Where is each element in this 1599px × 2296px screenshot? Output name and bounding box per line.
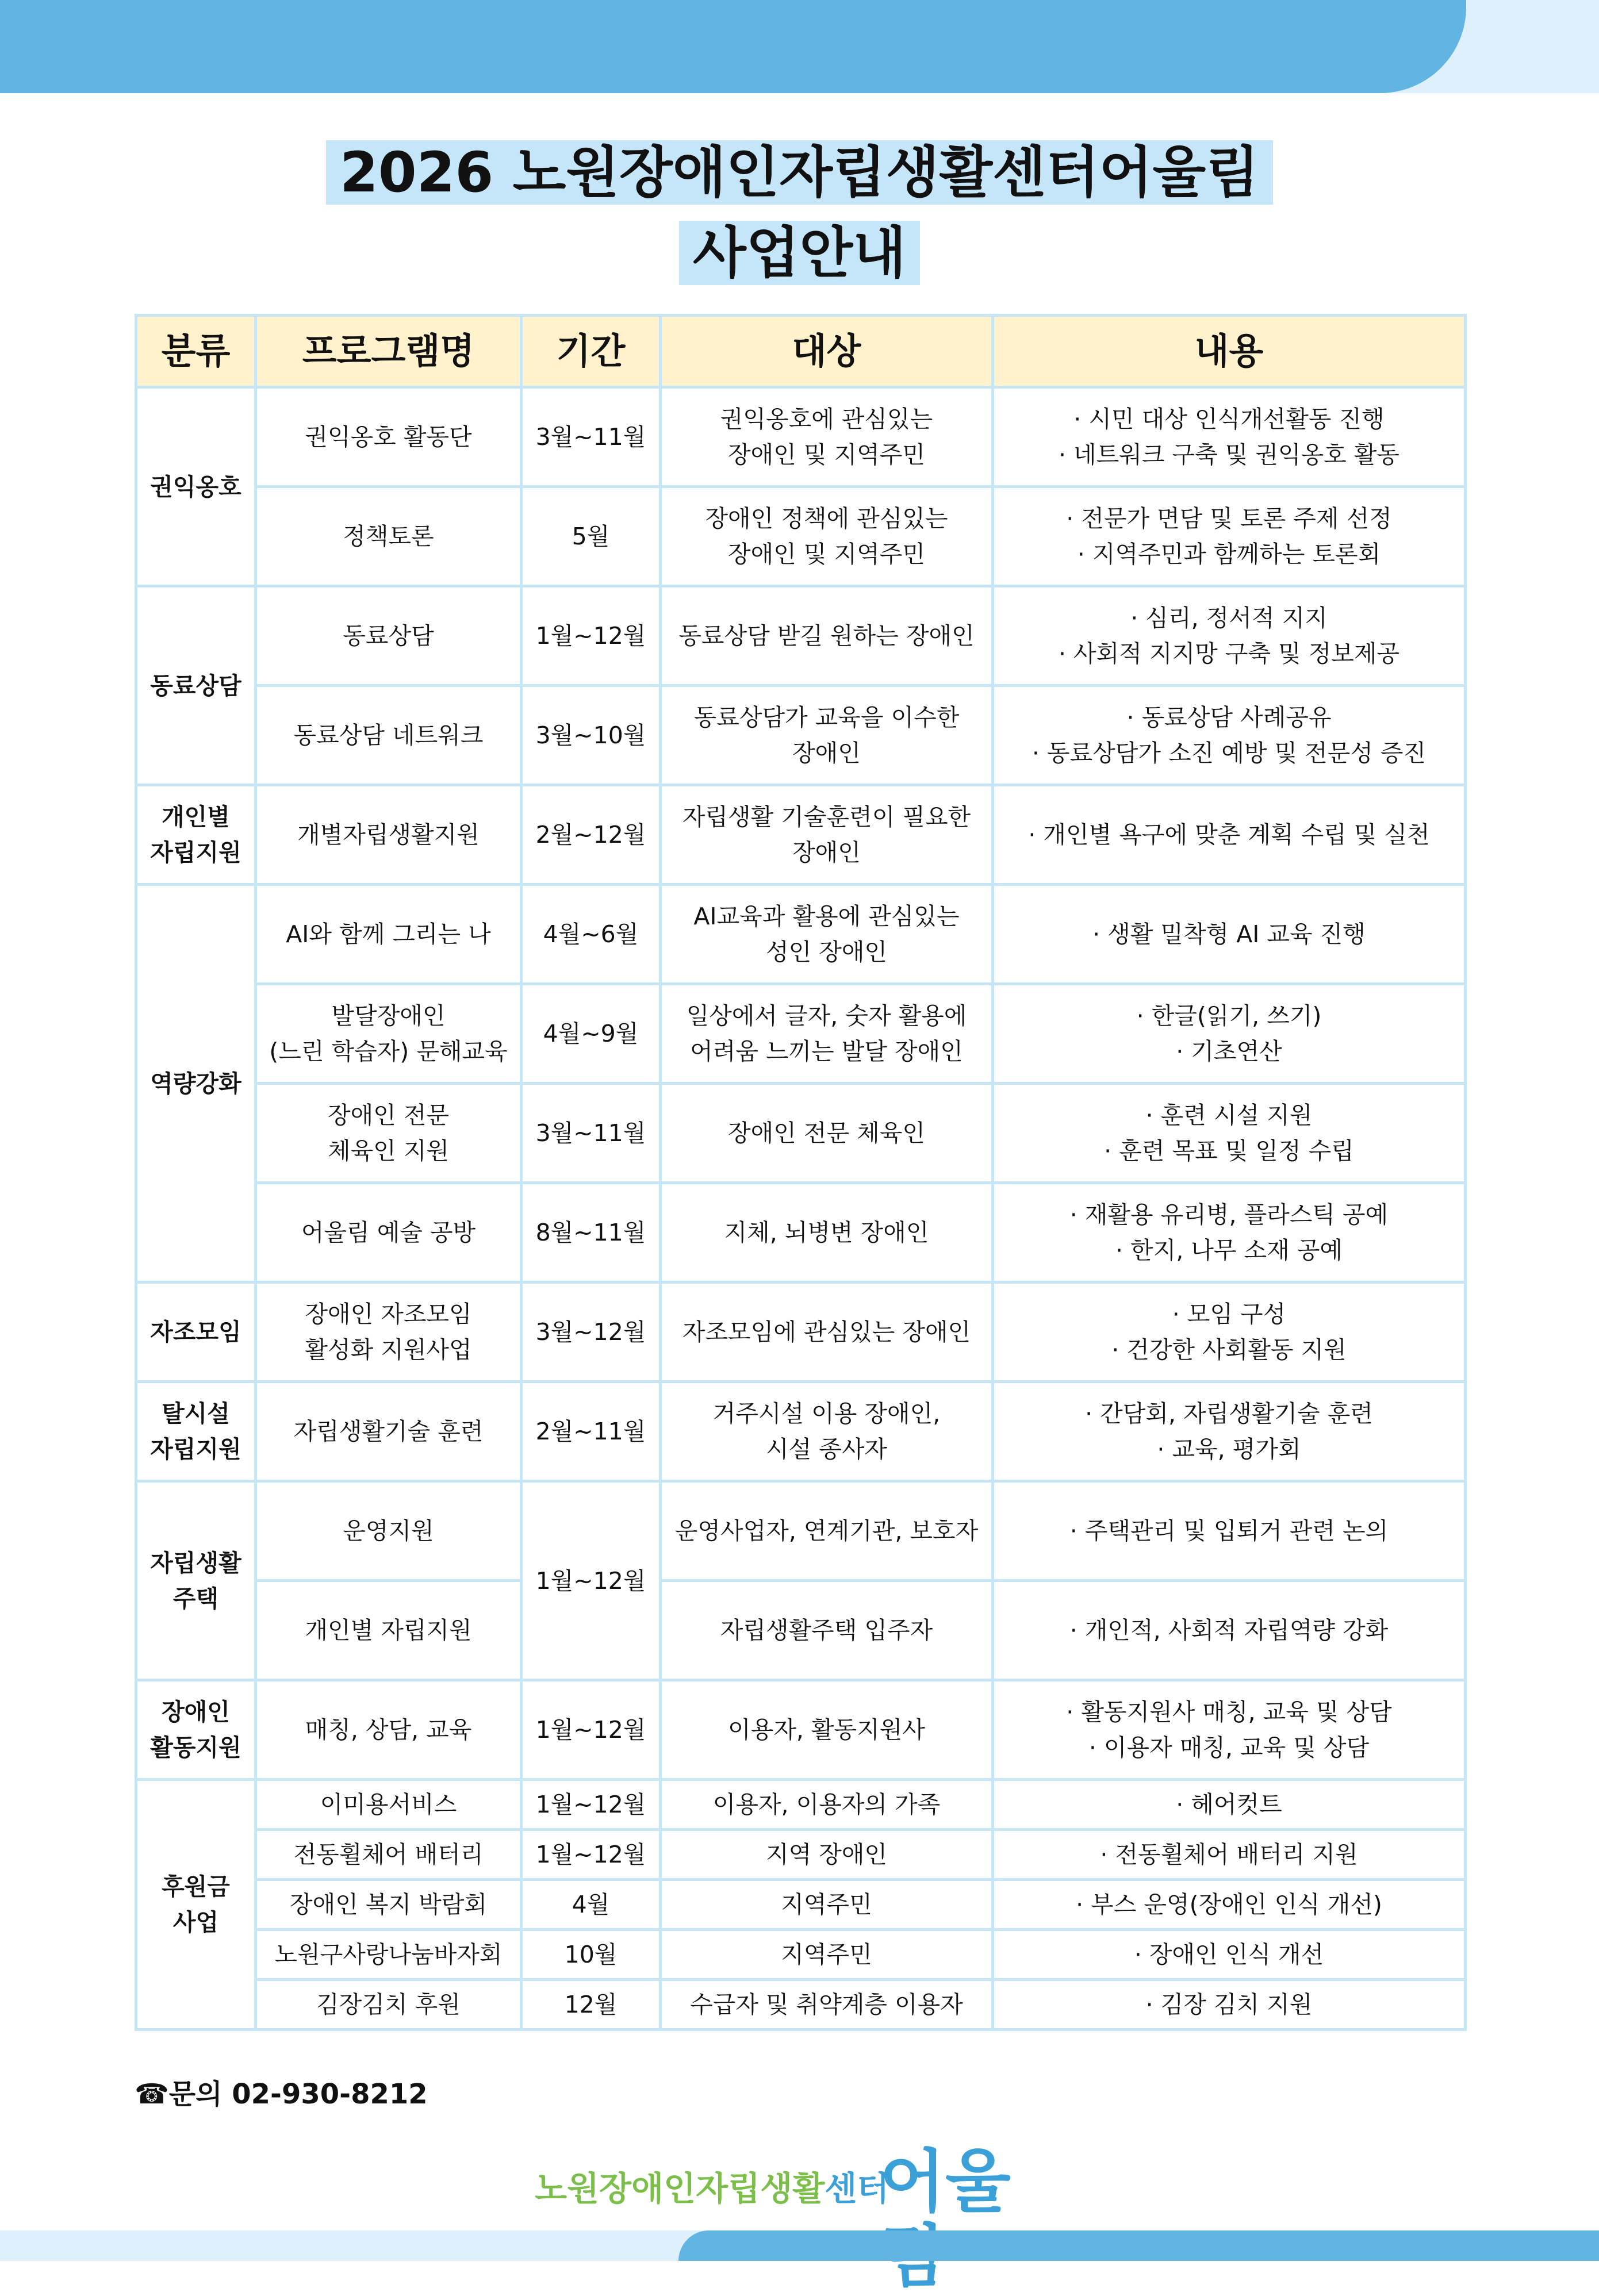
target-line: AI교육과 활용에 관심있는 bbox=[693, 903, 960, 930]
content-line: · 모임 구성 bbox=[1172, 1300, 1286, 1328]
table-row bbox=[136, 1084, 1466, 1183]
content-line: · 심리, 정서적 지지 bbox=[1130, 604, 1328, 632]
table-row bbox=[136, 1830, 1466, 1880]
target-cell bbox=[661, 1481, 993, 1581]
target-line: 운영사업자, 연계기관, 보호자 bbox=[674, 1517, 979, 1545]
program-cell bbox=[256, 686, 522, 785]
category-cell bbox=[136, 586, 256, 785]
period-cell: 1월~12월 bbox=[522, 1780, 661, 1830]
category-label: 자립지원 bbox=[150, 1435, 241, 1463]
target-line: 자조모임에 관심있는 장애인 bbox=[682, 1318, 971, 1346]
bottom-banner-shape bbox=[678, 2230, 1599, 2261]
target-cell bbox=[661, 487, 993, 586]
content-cell bbox=[993, 984, 1466, 1084]
table-row bbox=[136, 984, 1466, 1084]
category-cell bbox=[136, 1780, 256, 2030]
content-line: · 네트워크 구축 및 권익옹호 활동 bbox=[1058, 441, 1400, 469]
category-label: 개인별 bbox=[162, 803, 230, 831]
category-label: 사업 bbox=[172, 1909, 219, 1936]
content-line: · 훈련 시설 지원 bbox=[1145, 1101, 1313, 1129]
table-row bbox=[136, 1880, 1466, 1930]
target-line: 지역 장애인 bbox=[765, 1841, 888, 1868]
program-cell bbox=[256, 1283, 522, 1382]
target-line: 지체, 뇌병변 장애인 bbox=[724, 1219, 929, 1246]
program-name: 운영지원 bbox=[343, 1517, 434, 1545]
program-cell bbox=[256, 1382, 522, 1481]
target-line: 자립생활주택 입주자 bbox=[720, 1617, 933, 1644]
period-cell: 1월~12월 bbox=[522, 1481, 661, 1680]
category-cell bbox=[136, 387, 256, 586]
program-name: 장애인 복지 박람회 bbox=[290, 1891, 487, 1918]
content-line: · 훈련 목표 및 일정 수립 bbox=[1104, 1137, 1354, 1165]
content-line: · 전문가 면담 및 토론 주제 선정 bbox=[1066, 505, 1392, 532]
target-line: 장애인 및 지역주민 bbox=[728, 540, 925, 568]
top-banner-shape bbox=[0, 0, 1466, 93]
table-row bbox=[136, 1481, 1466, 1581]
content-line: · 개인적, 사회적 자립역량 강화 bbox=[1069, 1617, 1389, 1644]
program-name: 전동휠체어 배터리 bbox=[293, 1841, 484, 1868]
table-row bbox=[136, 387, 1466, 487]
content-line: · 사회적 지지망 구축 및 정보제공 bbox=[1058, 640, 1400, 667]
period-cell: 3월~11월 bbox=[522, 387, 661, 487]
program-name: 개별자립생활지원 bbox=[297, 821, 480, 848]
content-line: · 장애인 인식 개선 bbox=[1134, 1941, 1324, 1968]
logo-text bbox=[535, 2161, 889, 2210]
target-line: 어려움 느끼는 발달 장애인 bbox=[690, 1038, 963, 1065]
target-line: 지역주민 bbox=[781, 1941, 872, 1968]
logo-text-green: 노원장애인자립생활 bbox=[535, 2169, 825, 2208]
category-cell bbox=[136, 1283, 256, 1382]
category-label: 후원금 bbox=[162, 1873, 230, 1900]
header-program: 프로그램명 bbox=[256, 316, 522, 387]
program-name: 활성화 지원사업 bbox=[305, 1336, 472, 1364]
header-period: 기간 bbox=[522, 316, 661, 387]
table-row bbox=[136, 1382, 1466, 1481]
content-cell bbox=[993, 487, 1466, 586]
title-line1: 2026 노원장애인자립생활센터어울림 bbox=[326, 140, 1273, 205]
program-name: 장애인 전문 bbox=[327, 1101, 450, 1129]
contact-phone: ☎문의 02-930-8212 bbox=[135, 2078, 428, 2110]
program-name: 정책토론 bbox=[343, 523, 434, 550]
period-cell: 4월 bbox=[522, 1880, 661, 1930]
table-row bbox=[136, 885, 1466, 984]
content-line: · 재활용 유리병, 플라스틱 공예 bbox=[1069, 1201, 1389, 1228]
target-line: 권익옹호에 관심있는 bbox=[720, 405, 933, 433]
target-cell bbox=[661, 1581, 993, 1680]
program-cell bbox=[256, 586, 522, 686]
table-row bbox=[136, 1930, 1466, 1980]
content-cell bbox=[993, 1830, 1466, 1880]
program-cell bbox=[256, 487, 522, 586]
target-cell bbox=[661, 1830, 993, 1880]
period-cell: 5월 bbox=[522, 487, 661, 586]
target-cell bbox=[661, 1780, 993, 1830]
target-line: 장애인 및 지역주민 bbox=[728, 441, 925, 469]
category-label: 동료상담 bbox=[150, 671, 241, 700]
period-cell: 3월~11월 bbox=[522, 1084, 661, 1183]
program-name: 권익옹호 활동단 bbox=[305, 423, 472, 451]
target-line: 이용자, 이용자의 가족 bbox=[712, 1791, 941, 1818]
target-cell bbox=[661, 1382, 993, 1481]
program-name: AI와 함께 그리는 나 bbox=[286, 920, 491, 948]
content-cell bbox=[993, 1481, 1466, 1581]
content-line: · 부스 운영(장애인 인식 개선) bbox=[1076, 1891, 1382, 1918]
target-cell bbox=[661, 984, 993, 1084]
header-category: 분류 bbox=[136, 316, 256, 387]
table-row bbox=[136, 1980, 1466, 2030]
target-cell bbox=[661, 1980, 993, 2030]
content-line: · 한글(읽기, 쓰기) bbox=[1136, 1002, 1322, 1030]
period-cell: 4월~6월 bbox=[522, 885, 661, 984]
content-line: · 동료상담가 소진 예방 및 전문성 증진 bbox=[1032, 739, 1427, 767]
header-row bbox=[136, 316, 1466, 387]
header-target: 대상 bbox=[661, 316, 993, 387]
target-line: 장애인 정책에 관심있는 bbox=[705, 505, 948, 532]
program-cell bbox=[256, 1980, 522, 2030]
program-cell bbox=[256, 1780, 522, 1830]
center-logo bbox=[535, 2144, 1075, 2219]
content-cell bbox=[993, 1780, 1466, 1830]
program-table bbox=[135, 314, 1467, 2031]
header-content: 내용 bbox=[993, 316, 1466, 387]
program-name: 발달장애인 bbox=[331, 1002, 446, 1030]
program-cell bbox=[256, 984, 522, 1084]
period-cell: 12월 bbox=[522, 1980, 661, 2030]
program-name: (느린 학습자) 문해교육 bbox=[269, 1038, 508, 1065]
content-cell bbox=[993, 1930, 1466, 1980]
program-name: 개인별 자립지원 bbox=[305, 1617, 472, 1644]
period-cell: 8월~11월 bbox=[522, 1183, 661, 1283]
program-name: 장애인 자조모임 bbox=[305, 1300, 472, 1328]
content-line: · 건강한 사회활동 지원 bbox=[1111, 1336, 1347, 1364]
content-cell bbox=[993, 1680, 1466, 1780]
category-label: 권익옹호 bbox=[150, 473, 241, 501]
program-name: 체육인 지원 bbox=[327, 1137, 450, 1165]
category-label: 장애인 bbox=[162, 1698, 230, 1726]
target-line: 거주시설 이용 장애인, bbox=[712, 1400, 941, 1427]
table-row bbox=[136, 586, 1466, 686]
program-cell bbox=[256, 1680, 522, 1780]
content-cell bbox=[993, 387, 1466, 487]
content-cell bbox=[993, 1283, 1466, 1382]
period-cell: 2월~11월 bbox=[522, 1382, 661, 1481]
program-cell bbox=[256, 785, 522, 885]
period-cell: 1월~12월 bbox=[522, 586, 661, 686]
target-line: 지역주민 bbox=[781, 1891, 872, 1918]
target-cell bbox=[661, 885, 993, 984]
period-cell: 3월~12월 bbox=[522, 1283, 661, 1382]
program-cell bbox=[256, 1481, 522, 1581]
content-cell bbox=[993, 586, 1466, 686]
table-row bbox=[136, 1581, 1466, 1680]
content-cell bbox=[993, 1084, 1466, 1183]
period-cell: 4월~9월 bbox=[522, 984, 661, 1084]
period-cell: 3월~10월 bbox=[522, 686, 661, 785]
program-cell bbox=[256, 1930, 522, 1980]
program-name: 김장김치 후원 bbox=[316, 1991, 461, 2018]
target-line: 수급자 및 취약계층 이용자 bbox=[690, 1991, 963, 2018]
table-row bbox=[136, 487, 1466, 586]
content-cell bbox=[993, 1581, 1466, 1680]
category-cell bbox=[136, 885, 256, 1283]
content-line: · 전동휠체어 배터리 지원 bbox=[1100, 1841, 1358, 1868]
content-line: · 생활 밀착형 AI 교육 진행 bbox=[1092, 920, 1366, 948]
period-cell: 10월 bbox=[522, 1930, 661, 1980]
content-cell bbox=[993, 885, 1466, 984]
target-line: 일상에서 글자, 숫자 활용에 bbox=[686, 1002, 967, 1030]
program-name: 노원구사랑나눔바자회 bbox=[274, 1941, 503, 1968]
content-cell bbox=[993, 686, 1466, 785]
content-line: · 교육, 평가회 bbox=[1157, 1435, 1301, 1463]
target-cell bbox=[661, 1084, 993, 1183]
target-cell bbox=[661, 1183, 993, 1283]
category-label: 탈시설 bbox=[162, 1400, 230, 1427]
category-cell bbox=[136, 1680, 256, 1780]
category-cell bbox=[136, 785, 256, 885]
program-cell bbox=[256, 885, 522, 984]
program-name: 자립생활기술 훈련 bbox=[293, 1418, 484, 1445]
category-label: 자립지원 bbox=[150, 839, 241, 866]
content-line: · 활동지원사 매칭, 교육 및 상담 bbox=[1066, 1698, 1392, 1726]
table-row bbox=[136, 1183, 1466, 1283]
content-line: · 이용자 매칭, 교육 및 상담 bbox=[1088, 1734, 1370, 1761]
target-cell bbox=[661, 1880, 993, 1930]
content-line: · 헤어컷트 bbox=[1176, 1791, 1282, 1818]
target-line: 시설 종사자 bbox=[765, 1435, 888, 1463]
title-line2: 사업안내 bbox=[679, 221, 920, 285]
logo-text-blue: 센터 bbox=[825, 2169, 889, 2208]
table-row bbox=[136, 785, 1466, 885]
program-cell bbox=[256, 1830, 522, 1880]
program-name: 동료상담 bbox=[343, 622, 434, 650]
target-line: 장애인 bbox=[792, 839, 861, 866]
content-line: · 동료상담 사례공유 bbox=[1126, 704, 1332, 731]
period-cell: 2월~12월 bbox=[522, 785, 661, 885]
program-cell bbox=[256, 1880, 522, 1930]
target-line: 장애인 전문 체육인 bbox=[728, 1119, 925, 1147]
category-label: 자립생활 bbox=[150, 1549, 241, 1577]
target-cell bbox=[661, 586, 993, 686]
target-line: 자립생활 기술훈련이 필요한 bbox=[682, 803, 971, 831]
category-label: 활동지원 bbox=[150, 1734, 241, 1761]
program-name: 이미용서비스 bbox=[320, 1791, 457, 1818]
program-name: 어울림 예술 공방 bbox=[301, 1219, 476, 1246]
target-cell bbox=[661, 387, 993, 487]
target-line: 동료상담 받길 원하는 장애인 bbox=[678, 622, 975, 650]
content-line: · 기초연산 bbox=[1176, 1038, 1282, 1065]
target-line: 장애인 bbox=[792, 739, 861, 767]
target-cell bbox=[661, 1283, 993, 1382]
period-cell: 1월~12월 bbox=[522, 1680, 661, 1780]
content-cell bbox=[993, 1880, 1466, 1930]
content-line: · 한지, 나무 소재 공예 bbox=[1115, 1237, 1343, 1264]
target-cell bbox=[661, 686, 993, 785]
program-name: 매칭, 상담, 교육 bbox=[305, 1716, 472, 1744]
content-line: · 시민 대상 인식개선활동 진행 bbox=[1073, 405, 1385, 433]
content-cell bbox=[993, 1382, 1466, 1481]
category-cell bbox=[136, 1382, 256, 1481]
category-label: 역량강화 bbox=[150, 1069, 241, 1097]
target-line: 동료상담가 교육을 이수한 bbox=[693, 704, 960, 731]
content-cell bbox=[993, 1980, 1466, 2030]
target-cell bbox=[661, 785, 993, 885]
content-cell bbox=[993, 785, 1466, 885]
table-row bbox=[136, 686, 1466, 785]
target-cell bbox=[661, 1680, 993, 1780]
content-cell bbox=[993, 1183, 1466, 1283]
category-cell bbox=[136, 1481, 256, 1680]
program-cell bbox=[256, 387, 522, 487]
program-name: 동료상담 네트워크 bbox=[293, 721, 484, 749]
content-line: · 지역주민과 함께하는 토론회 bbox=[1077, 540, 1381, 568]
period-cell: 1월~12월 bbox=[522, 1830, 661, 1880]
target-line: 성인 장애인 bbox=[765, 938, 888, 966]
category-label: 주택 bbox=[172, 1584, 219, 1612]
program-cell bbox=[256, 1084, 522, 1183]
content-line: · 김장 김치 지원 bbox=[1145, 1991, 1313, 2018]
table-row bbox=[136, 1780, 1466, 1830]
program-cell bbox=[256, 1581, 522, 1680]
content-line: · 간담회, 자립생활기술 훈련 bbox=[1085, 1400, 1373, 1427]
program-cell bbox=[256, 1183, 522, 1283]
logo-mark: 어울 bbox=[880, 2142, 1011, 2221]
target-cell bbox=[661, 1930, 993, 1980]
category-label: 자조모임 bbox=[150, 1318, 241, 1346]
target-line: 이용자, 활동지원사 bbox=[728, 1716, 925, 1744]
content-line: · 주택관리 및 입퇴거 관련 논의 bbox=[1069, 1517, 1389, 1545]
table-row bbox=[136, 1680, 1466, 1780]
content-line: · 개인별 욕구에 맞춘 계획 수립 및 실천 bbox=[1028, 821, 1430, 848]
table-row bbox=[136, 1283, 1466, 1382]
